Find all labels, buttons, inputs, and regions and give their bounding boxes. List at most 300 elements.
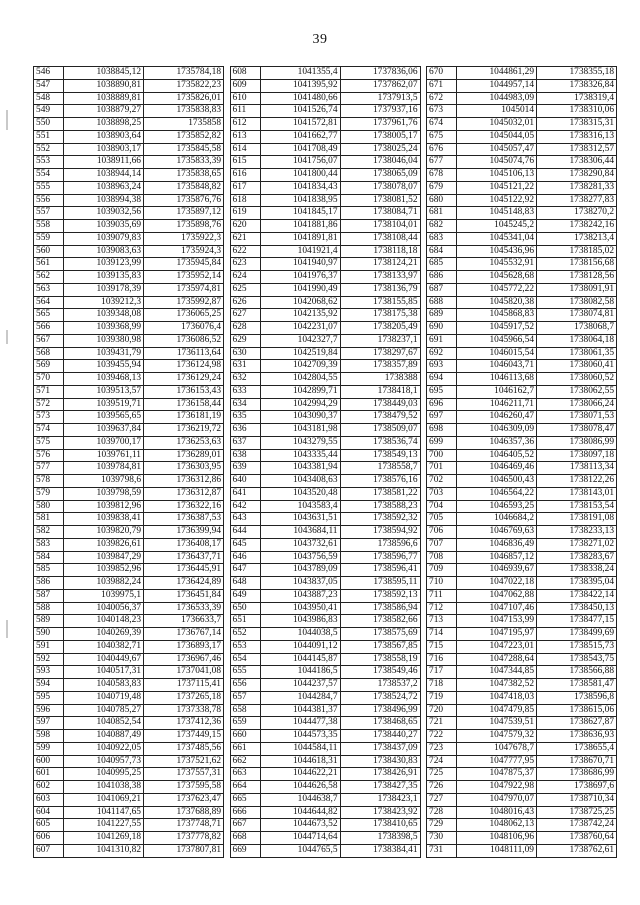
x-coordinate: 1044957,14 [457,79,537,92]
y-coordinate: 1738596,41 [340,564,420,577]
y-coordinate: 1736086,52 [144,334,224,347]
table-row [427,411,617,424]
point-number: 606 [34,832,64,845]
x-coordinate: 1041756,07 [260,156,340,169]
table-row [427,691,617,704]
x-coordinate: 1045044,05 [457,130,537,143]
y-coordinate: 1738655,4 [537,742,617,755]
point-number: 693 [427,360,457,373]
y-coordinate: 1737623,47 [144,793,224,806]
point-number: 623 [230,258,260,271]
y-coordinate: 1738479,52 [340,411,420,424]
point-number: 715 [427,640,457,653]
table-row [230,207,420,220]
table-row [34,347,224,360]
y-coordinate: 1738128,56 [537,271,617,284]
x-coordinate: 1043756,59 [260,551,340,564]
y-coordinate: 1737961,76 [340,118,420,131]
y-coordinate: 1736967,46 [144,653,224,666]
y-coordinate: 1736893,17 [144,640,224,653]
y-coordinate: 1738277,83 [537,194,617,207]
x-coordinate: 1045917,52 [457,322,537,335]
point-number: 730 [427,832,457,845]
point-number: 604 [34,806,64,819]
x-coordinate: 1041038,38 [64,781,144,794]
x-coordinate: 1044584,11 [260,742,340,755]
table-row [34,615,224,628]
point-number: 607 [34,844,64,857]
point-number: 620 [230,220,260,233]
table-row [34,194,224,207]
point-number: 681 [427,207,457,220]
point-number: 603 [34,793,64,806]
table-row [230,500,420,513]
x-coordinate: 1040056,37 [64,602,144,615]
y-coordinate: 1738271,02 [537,538,617,551]
y-coordinate: 1738143,01 [537,487,617,500]
y-coordinate: 1738113,34 [537,462,617,475]
table-row [427,398,617,411]
x-coordinate: 1039368,99 [64,322,144,335]
x-coordinate: 1040719,48 [64,691,144,704]
point-number: 658 [230,704,260,717]
x-coordinate: 1046564,22 [457,487,537,500]
x-coordinate: 1041708,49 [260,143,340,156]
x-coordinate: 1044145,87 [260,653,340,666]
x-coordinate: 1039798,59 [64,487,144,500]
x-coordinate: 1042135,92 [260,309,340,322]
point-number: 554 [34,169,64,182]
x-coordinate: 1039565,65 [64,411,144,424]
table-row [230,640,420,653]
x-coordinate: 1039123,99 [64,258,144,271]
table-row [230,309,420,322]
table-row [34,449,224,462]
table-row [427,169,617,182]
table-row [230,844,420,857]
y-coordinate: 1736451,84 [144,589,224,602]
y-coordinate: 1738549,46 [340,666,420,679]
point-number: 653 [230,640,260,653]
point-number: 637 [230,436,260,449]
y-coordinate: 1737913,5 [340,92,420,105]
table-row [427,424,617,437]
y-coordinate: 1735945,84 [144,258,224,271]
y-coordinate: 1738388 [340,373,420,386]
point-number: 589 [34,615,64,628]
x-coordinate: 1043950,41 [260,602,340,615]
x-coordinate: 1041147,65 [64,806,144,819]
y-coordinate: 1738060,52 [537,373,617,386]
table-row [34,385,224,398]
x-coordinate: 1042519,84 [260,347,340,360]
table-row [427,105,617,118]
table-row [34,806,224,819]
x-coordinate: 1047777,95 [457,755,537,768]
x-coordinate: 1039826,61 [64,538,144,551]
x-coordinate: 1039135,83 [64,271,144,284]
point-number: 576 [34,449,64,462]
x-coordinate: 1043631,51 [260,513,340,526]
y-coordinate: 1738496,99 [340,704,420,717]
x-coordinate: 1042709,39 [260,360,340,373]
y-coordinate: 1738398,5 [340,832,420,845]
x-coordinate: 1047223,01 [457,640,537,653]
table-row [427,513,617,526]
point-number: 550 [34,118,64,131]
x-coordinate: 1046593,25 [457,500,537,513]
table-row [230,615,420,628]
table-row [230,781,420,794]
table-row [427,819,617,832]
point-number: 688 [427,296,457,309]
x-coordinate: 1045772,22 [457,283,537,296]
y-coordinate: 1738283,67 [537,551,617,564]
table-row [427,602,617,615]
y-coordinate: 1737836,06 [340,67,420,80]
x-coordinate: 1044618,31 [260,755,340,768]
y-coordinate: 1738596,77 [340,551,420,564]
y-coordinate: 1735826,01 [144,92,224,105]
table-row [427,806,617,819]
x-coordinate: 1044038,5 [260,628,340,641]
x-coordinate: 1045032,01 [457,118,537,131]
y-coordinate: 1738615,06 [537,704,617,717]
y-coordinate: 1738156,68 [537,258,617,271]
x-coordinate: 1039847,29 [64,551,144,564]
table-row [427,768,617,781]
y-coordinate: 1735845,58 [144,143,224,156]
y-coordinate: 1736322,16 [144,500,224,513]
y-coordinate: 1738155,85 [340,296,420,309]
y-coordinate: 1738104,01 [340,220,420,233]
table-row [230,628,420,641]
x-coordinate: 1044638,7 [260,793,340,806]
point-number: 728 [427,806,457,819]
scan-edge-mark [6,620,8,638]
x-coordinate: 1043090,37 [260,411,340,424]
x-coordinate: 1048062,13 [457,819,537,832]
y-coordinate: 1737338,78 [144,704,224,717]
point-number: 708 [427,551,457,564]
y-coordinate: 1736767,14 [144,628,224,641]
point-number: 717 [427,666,457,679]
y-coordinate: 1738071,53 [537,411,617,424]
table-row [34,156,224,169]
point-number: 654 [230,653,260,666]
y-coordinate: 1736408,17 [144,538,224,551]
x-coordinate: 1038903,17 [64,143,144,156]
y-coordinate: 1735924,3 [144,245,224,258]
point-number: 671 [427,79,457,92]
x-coordinate: 1047382,52 [457,679,537,692]
y-coordinate: 1737041,08 [144,666,224,679]
coordinate-table-middle [230,66,421,858]
y-coordinate: 1738588,23 [340,500,420,513]
y-coordinate: 1738636,93 [537,730,617,743]
point-number: 669 [230,844,260,857]
x-coordinate: 1039431,79 [64,347,144,360]
table-row [34,118,224,131]
y-coordinate: 1738081,52 [340,194,420,207]
y-coordinate: 1738592,13 [340,589,420,602]
x-coordinate: 1041572,81 [260,118,340,131]
scan-edge-mark [6,330,8,344]
table-row [427,181,617,194]
x-coordinate: 1047195,97 [457,628,537,641]
point-number: 682 [427,220,457,233]
table-row [230,79,420,92]
table-row [427,577,617,590]
table-row [34,513,224,526]
y-coordinate: 1738091,91 [537,283,617,296]
x-coordinate: 1040449,67 [64,653,144,666]
x-coordinate: 1047153,99 [457,615,537,628]
point-number: 651 [230,615,260,628]
y-coordinate: 1738281,33 [537,181,617,194]
x-coordinate: 1041940,97 [260,258,340,271]
x-coordinate: 1045148,83 [457,207,537,220]
y-coordinate: 1735974,81 [144,283,224,296]
table-row [427,628,617,641]
x-coordinate: 1041800,44 [260,169,340,182]
x-coordinate: 1038944,14 [64,169,144,182]
table-row [427,271,617,284]
y-coordinate: 1735876,76 [144,194,224,207]
point-number: 678 [427,169,457,182]
x-coordinate: 1045014 [457,105,537,118]
x-coordinate: 1048111,09 [457,844,537,857]
table-row [34,589,224,602]
x-coordinate: 1046769,63 [457,526,537,539]
x-coordinate: 1046113,68 [457,373,537,386]
table-row [34,730,224,743]
table-row [427,589,617,602]
y-coordinate: 1738725,25 [537,806,617,819]
point-number: 577 [34,462,64,475]
x-coordinate: 1039468,13 [64,373,144,386]
table-row [34,296,224,309]
x-coordinate: 1046405,52 [457,449,537,462]
point-number: 610 [230,92,260,105]
y-coordinate: 1735858 [144,118,224,131]
coordinate-table-left [33,66,224,858]
point-number: 684 [427,245,457,258]
table-row [34,462,224,475]
x-coordinate: 1047107,46 [457,602,537,615]
y-coordinate: 1738423,92 [340,806,420,819]
x-coordinate: 1038890,81 [64,79,144,92]
y-coordinate: 1737557,31 [144,768,224,781]
point-number: 643 [230,513,260,526]
table-row [34,398,224,411]
x-coordinate: 1043732,61 [260,538,340,551]
table-row [230,564,420,577]
x-coordinate: 1047288,64 [457,653,537,666]
y-coordinate: 1738426,91 [340,768,420,781]
table-row [230,105,420,118]
y-coordinate: 1736424,89 [144,577,224,590]
y-coordinate: 1737521,62 [144,755,224,768]
x-coordinate: 1041881,86 [260,220,340,233]
x-coordinate: 1044186,5 [260,666,340,679]
table-row [230,156,420,169]
x-coordinate: 1039083,63 [64,245,144,258]
table-row [230,411,420,424]
y-coordinate: 1737412,36 [144,717,224,730]
y-coordinate: 1738084,71 [340,207,420,220]
x-coordinate: 1043181,98 [260,424,340,437]
y-coordinate: 1736387,53 [144,513,224,526]
table-row [34,679,224,692]
table-row [34,551,224,564]
point-number: 698 [427,424,457,437]
point-number: 656 [230,679,260,692]
y-coordinate: 1737688,89 [144,806,224,819]
y-coordinate: 1738078,07 [340,181,420,194]
x-coordinate: 1039035,69 [64,220,144,233]
table-row [427,283,617,296]
point-number: 628 [230,322,260,335]
point-number: 547 [34,79,64,92]
point-number: 565 [34,309,64,322]
x-coordinate: 1043789,09 [260,564,340,577]
y-coordinate: 1738097,18 [537,449,617,462]
x-coordinate: 1047062,88 [457,589,537,602]
point-number: 573 [34,411,64,424]
point-number: 707 [427,538,457,551]
y-coordinate: 1738537,2 [340,679,420,692]
table-row [34,538,224,551]
table-row [427,245,617,258]
point-number: 649 [230,589,260,602]
point-number: 702 [427,475,457,488]
x-coordinate: 1040922,05 [64,742,144,755]
point-number: 586 [34,577,64,590]
table-row [230,143,420,156]
table-row [34,309,224,322]
table-row [427,640,617,653]
table-row [230,793,420,806]
y-coordinate: 1738509,07 [340,424,420,437]
table-row [230,577,420,590]
y-coordinate: 1738581,47 [537,679,617,692]
x-coordinate: 1043520,48 [260,487,340,500]
x-coordinate: 1045966,54 [457,334,537,347]
point-number: 660 [230,730,260,743]
table-row [34,92,224,105]
table-row [427,347,617,360]
point-number: 696 [427,398,457,411]
table-row [34,373,224,386]
y-coordinate: 1738082,58 [537,296,617,309]
y-coordinate: 1738315,31 [537,118,617,131]
point-number: 564 [34,296,64,309]
point-number: 600 [34,755,64,768]
y-coordinate: 1738357,89 [340,360,420,373]
table-row [34,819,224,832]
table-row [427,551,617,564]
x-coordinate: 1045106,13 [457,169,537,182]
x-coordinate: 1048016,43 [457,806,537,819]
point-number: 570 [34,373,64,386]
x-coordinate: 1046043,71 [457,360,537,373]
point-number: 584 [34,551,64,564]
table-row [34,79,224,92]
y-coordinate: 1737748,71 [144,819,224,832]
table-row [427,92,617,105]
point-number: 619 [230,207,260,220]
x-coordinate: 1039852,96 [64,564,144,577]
point-number: 621 [230,232,260,245]
point-number: 699 [427,436,457,449]
point-number: 642 [230,500,260,513]
point-number: 608 [230,67,260,80]
y-coordinate: 1736312,86 [144,475,224,488]
y-coordinate: 1736633,7 [144,615,224,628]
table-row [427,220,617,233]
y-coordinate: 1738233,13 [537,526,617,539]
point-number: 562 [34,271,64,284]
point-number: 556 [34,194,64,207]
y-coordinate: 1738595,11 [340,577,420,590]
point-number: 685 [427,258,457,271]
table-row [230,755,420,768]
x-coordinate: 1038889,81 [64,92,144,105]
x-coordinate: 1042327,7 [260,334,340,347]
table-row [230,296,420,309]
y-coordinate: 1736253,63 [144,436,224,449]
y-coordinate: 1738355,18 [537,67,617,80]
point-number: 598 [34,730,64,743]
x-coordinate: 1046211,71 [457,398,537,411]
y-coordinate: 1738596,6 [340,538,420,551]
y-coordinate: 1737449,15 [144,730,224,743]
x-coordinate: 1039882,24 [64,577,144,590]
table-row [427,500,617,513]
y-coordinate: 1738060,41 [537,360,617,373]
point-number: 691 [427,334,457,347]
table-row [427,679,617,692]
point-number: 572 [34,398,64,411]
x-coordinate: 1038903,64 [64,130,144,143]
table-row [427,258,617,271]
table-row [427,526,617,539]
y-coordinate: 1738122,26 [537,475,617,488]
y-coordinate: 1738384,41 [340,844,420,857]
y-coordinate: 1738430,83 [340,755,420,768]
point-number: 697 [427,411,457,424]
point-number: 690 [427,322,457,335]
point-number: 721 [427,717,457,730]
coordinate-table-right [426,66,617,858]
table-row [427,334,617,347]
y-coordinate: 1737807,81 [144,844,224,857]
table-row [427,436,617,449]
point-number: 622 [230,245,260,258]
point-number: 670 [427,67,457,80]
point-number: 574 [34,424,64,437]
y-coordinate: 1737265,18 [144,691,224,704]
x-coordinate: 1043583,4 [260,500,340,513]
x-coordinate: 1043684,11 [260,526,340,539]
x-coordinate: 1039348,08 [64,309,144,322]
table-row [34,130,224,143]
y-coordinate: 1738558,7 [340,462,420,475]
x-coordinate: 1044861,29 [457,67,537,80]
table-row [230,691,420,704]
table-row [230,67,420,80]
